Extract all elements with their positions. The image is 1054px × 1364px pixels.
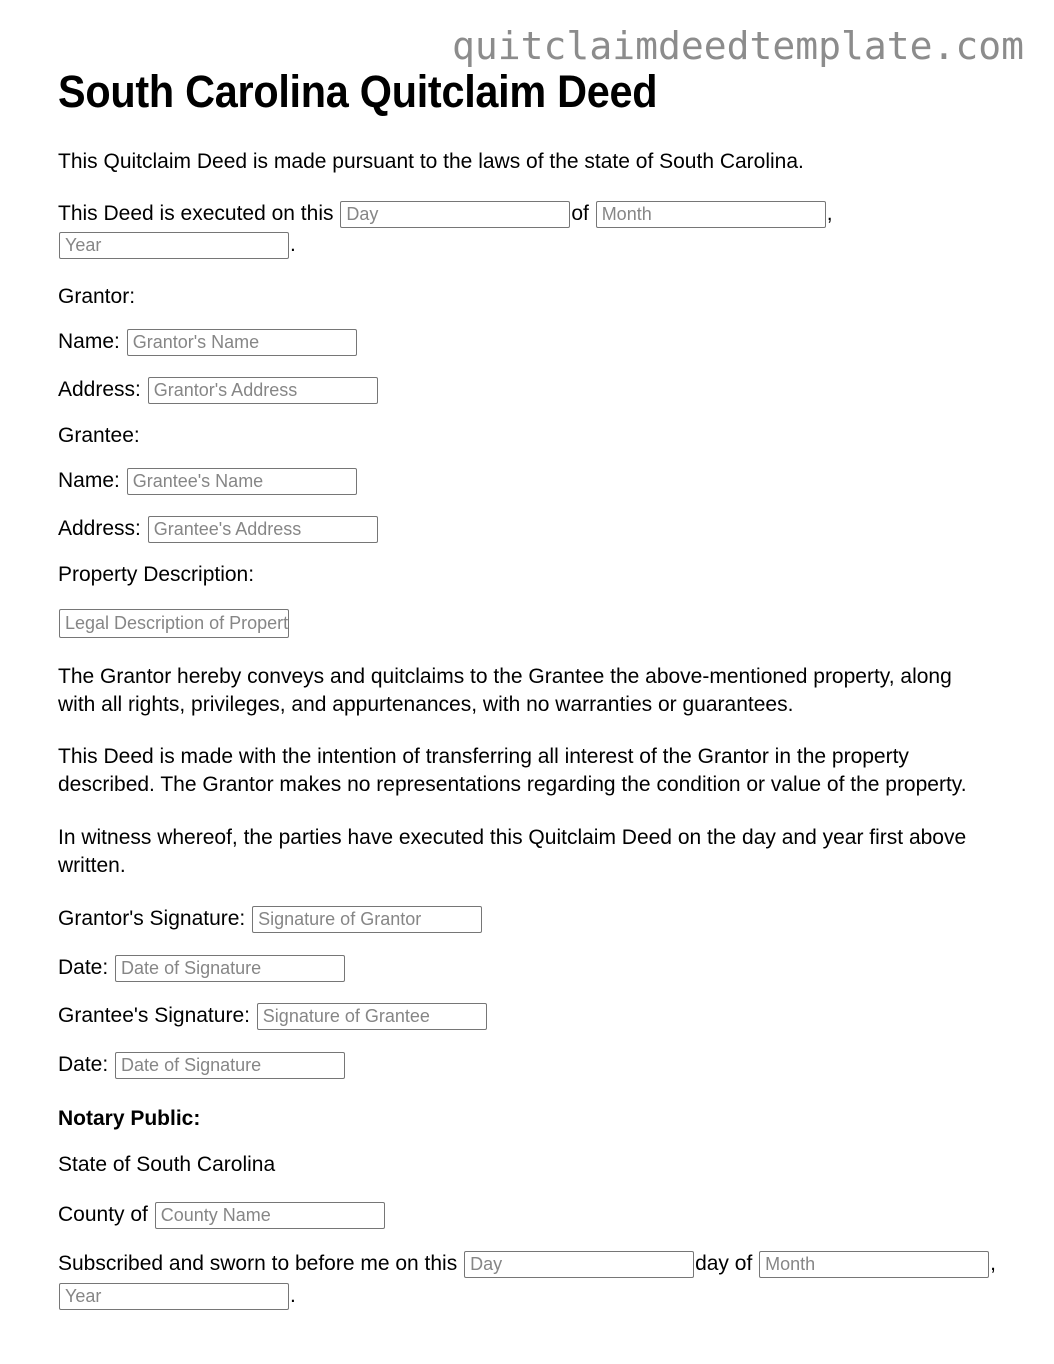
grantee-date-row: [58, 1049, 1024, 1081]
grantor-date-input[interactable]: [115, 955, 345, 982]
notary-county-input[interactable]: [155, 1202, 385, 1229]
grantor-name-row: [58, 326, 1024, 358]
property-description-heading: Property Description:: [58, 562, 255, 586]
grantor-address-row: [58, 374, 1024, 406]
grantor-address-label: Address:: [58, 378, 141, 402]
page-title: South Carolina Quitclaim Deed: [58, 66, 658, 117]
property-description-row: [58, 609, 1024, 638]
execution-lead-text: This Deed is executed on this: [58, 201, 334, 225]
notary-year-input[interactable]: [59, 1283, 289, 1310]
notary-period: .: [290, 1283, 296, 1307]
execution-comma: ,: [826, 201, 833, 225]
grantor-date-row: [58, 952, 1024, 984]
grantee-address-row: [58, 513, 1024, 545]
execution-month-input[interactable]: [596, 201, 826, 228]
grantee-name-input[interactable]: [127, 468, 357, 495]
grantor-name-label: Name:: [58, 329, 120, 353]
grantor-signature-label: Grantor's Signature:: [58, 907, 246, 931]
grantee-address-input[interactable]: [148, 516, 378, 543]
grantor-heading: Grantor:: [58, 284, 136, 308]
grantee-date-label: Date:: [58, 1052, 109, 1076]
property-description-textarea[interactable]: [59, 609, 289, 638]
notary-county-row: [58, 1199, 1024, 1231]
notary-sworn-lead-text: Subscribed and sworn to before me on this: [58, 1252, 458, 1276]
grantor-signature-row: [58, 903, 1024, 935]
execution-day-input[interactable]: [340, 201, 570, 228]
execution-period: .: [290, 233, 296, 257]
intention-paragraph: This Deed is made with the intention of transferring all interest of the Grantor in the property described. The Grantor makes no representations regarding the condition or value of the property.: [58, 745, 967, 797]
witness-paragraph: In witness whereof, the parties have executed this Quitclaim Deed on the day and year first above written.: [58, 825, 967, 877]
grantee-signature-row: [58, 1000, 1024, 1032]
grantee-name-row: [58, 465, 1024, 497]
grantor-date-label: Date:: [58, 955, 109, 979]
conveyance-paragraph: The Grantor hereby conveys and quitclaims to the Grantee the above-mentioned property, along with all rights, privileges, and appurtenances, with no warranties or guarantees.: [58, 664, 952, 716]
notary-day-of-text: day of: [695, 1252, 753, 1276]
notary-day-input[interactable]: [464, 1251, 694, 1278]
grantee-address-label: Address:: [58, 517, 141, 541]
notary-sworn-row: [58, 1248, 1024, 1311]
grantor-address-input[interactable]: [148, 377, 378, 404]
grantor-name-input[interactable]: [127, 329, 357, 356]
grantee-date-input[interactable]: [115, 1052, 345, 1079]
notary-county-label: County of: [58, 1202, 148, 1226]
execution-year-input[interactable]: [59, 232, 289, 259]
notary-month-input[interactable]: [759, 1251, 989, 1278]
execution-date-row: [58, 198, 1024, 261]
notary-public-heading: Notary Public:: [58, 1107, 201, 1131]
grantee-signature-label: Grantee's Signature:: [58, 1004, 250, 1028]
execution-of-text: of: [571, 201, 589, 225]
grantor-signature-input[interactable]: [252, 906, 482, 933]
grantee-heading: Grantee:: [58, 423, 140, 447]
grantee-name-label: Name:: [58, 468, 120, 492]
grantee-signature-input[interactable]: [257, 1003, 487, 1030]
site-watermark: quitclaimdeedtemplate.com: [452, 24, 1024, 68]
notary-comma: ,: [990, 1252, 996, 1276]
notary-state-line: State of South Carolina: [58, 1153, 276, 1177]
intro-paragraph: This Quitclaim Deed is made pursuant to the laws of the state of South Carolina.: [58, 150, 804, 174]
